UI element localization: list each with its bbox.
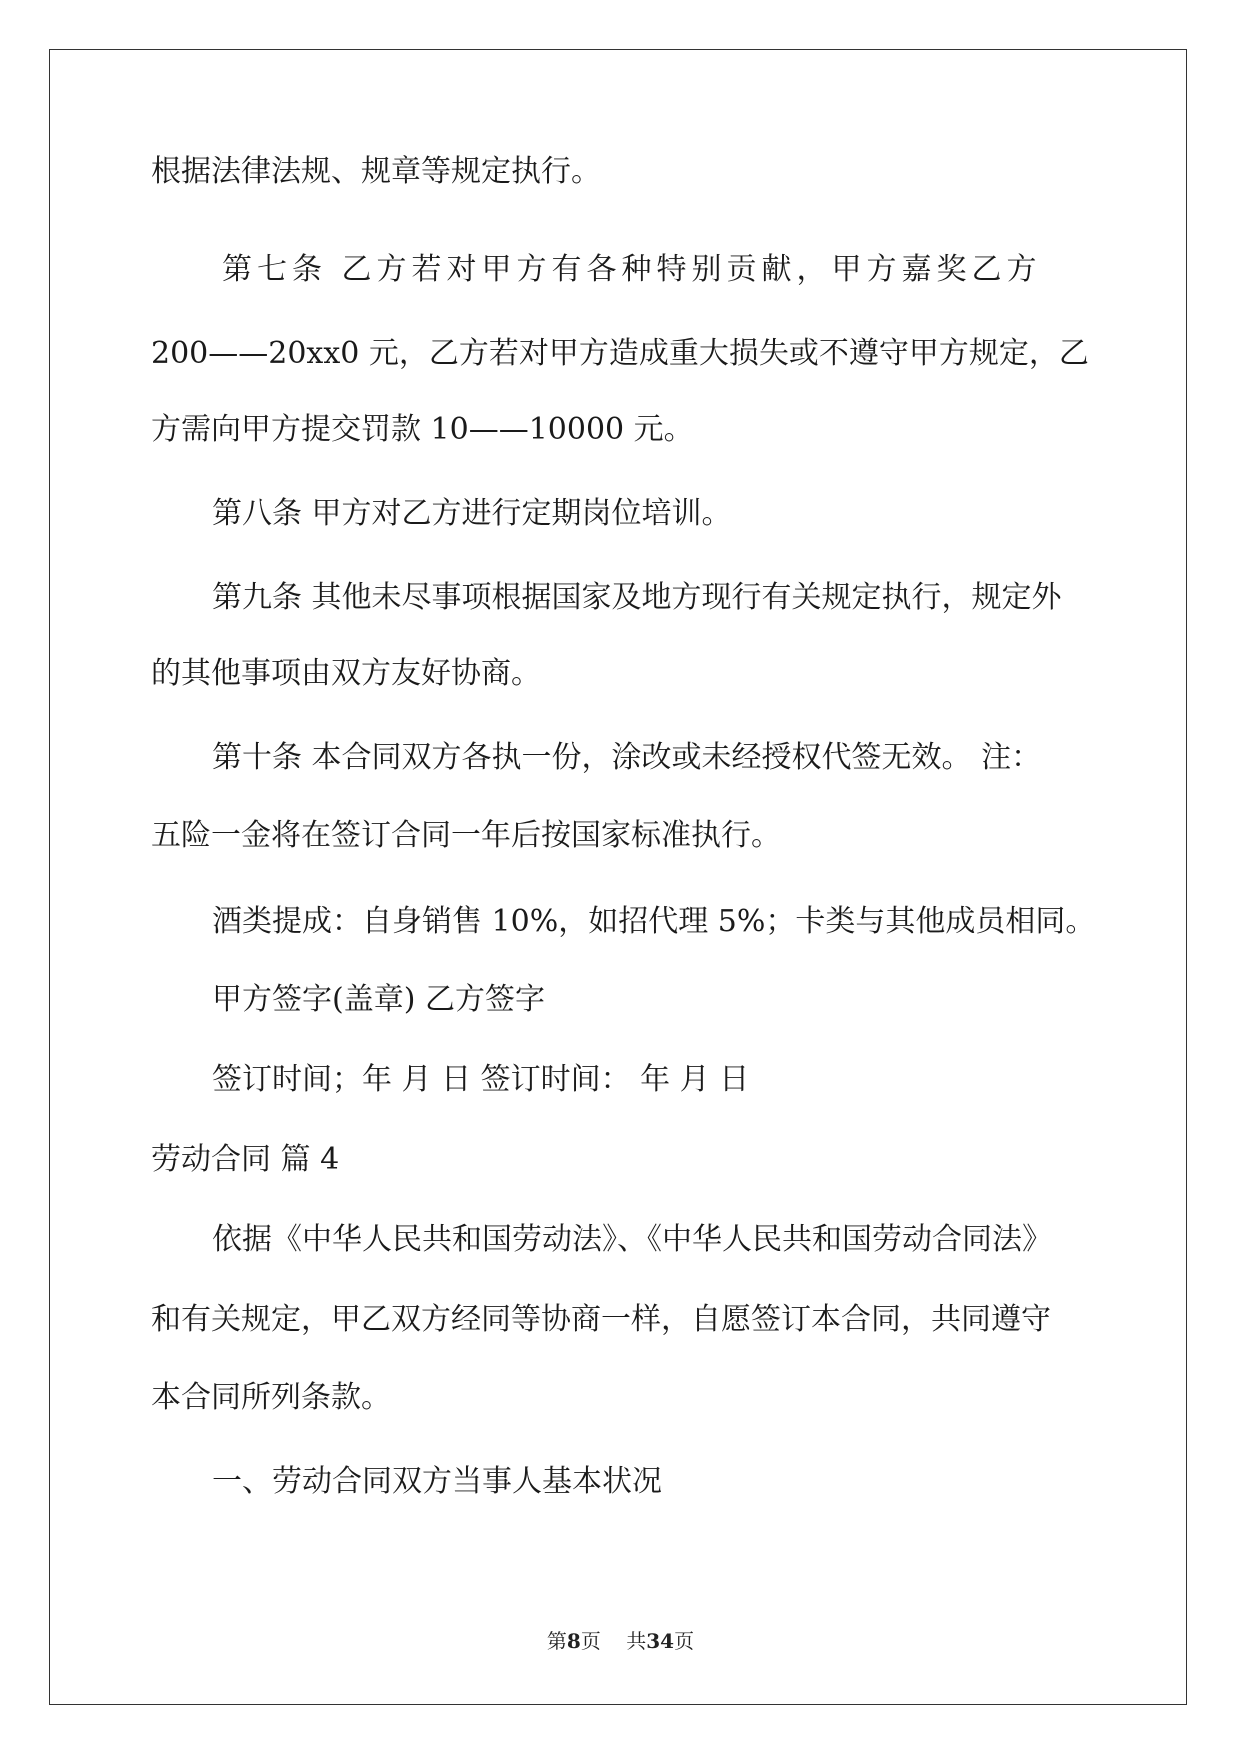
page-suffix: 页 xyxy=(674,1629,695,1653)
page-number-footer xyxy=(0,1628,1241,1654)
total-page-number: 34 xyxy=(646,1629,675,1653)
paragraph-line: 根据法律法规、规章等规定执行。 xyxy=(151,154,601,189)
subsection-heading: 一、劳动合同双方当事人基本状况 xyxy=(212,1464,662,1499)
page-prefix: 第 xyxy=(546,1629,567,1653)
article-8-line: 第八条 甲方对乙方进行定期岗位培训。 xyxy=(212,496,732,531)
article-7-line-2: 200——20xx0 元，乙方若对甲方造成重大损失或不遵守甲方规定，乙 xyxy=(151,336,1089,371)
article-9-line-2: 的其他事项由双方友好协商。 xyxy=(151,656,541,691)
basis-line-1: 依据《中华人民共和国劳动法》、《中华人民共和国劳动合同法》 xyxy=(212,1222,1052,1257)
article-7-line-3: 方需向甲方提交罚款 10——10000 元。 xyxy=(151,412,694,447)
article-10-line-1: 第十条 本合同双方各执一份，涂改或未经授权代签无效。 注： xyxy=(212,740,1042,775)
basis-line-3: 本合同所列条款。 xyxy=(151,1380,391,1415)
page-border xyxy=(49,49,1187,1705)
commission-line: 酒类提成：自身销售 10%，如招代理 5%；卡类与其他成员相同。 xyxy=(212,904,1096,939)
current-page-number: 8 xyxy=(566,1629,581,1653)
article-9-line-1: 第九条 其他未尽事项根据国家及地方现行有关规定执行，规定外 xyxy=(212,580,1062,615)
section-heading: 劳动合同 篇 4 xyxy=(151,1142,340,1177)
signature-line: 甲方签字(盖章) 乙方签字 xyxy=(212,982,545,1017)
basis-line-2: 和有关规定，甲乙双方经同等协商一样，自愿签订本合同，共同遵守 xyxy=(151,1302,1051,1337)
article-10-line-2: 五险一金将在签订合同一年后按国家标准执行。 xyxy=(151,818,781,853)
page-mid: 页 共 xyxy=(580,1629,647,1653)
article-7-line-1: 第七条 乙方若对甲方有各种特别贡献，甲方嘉奖乙方 xyxy=(222,252,1042,287)
signing-date-line: 签订时间；年 月 日 签订时间： 年 月 日 xyxy=(212,1062,750,1097)
